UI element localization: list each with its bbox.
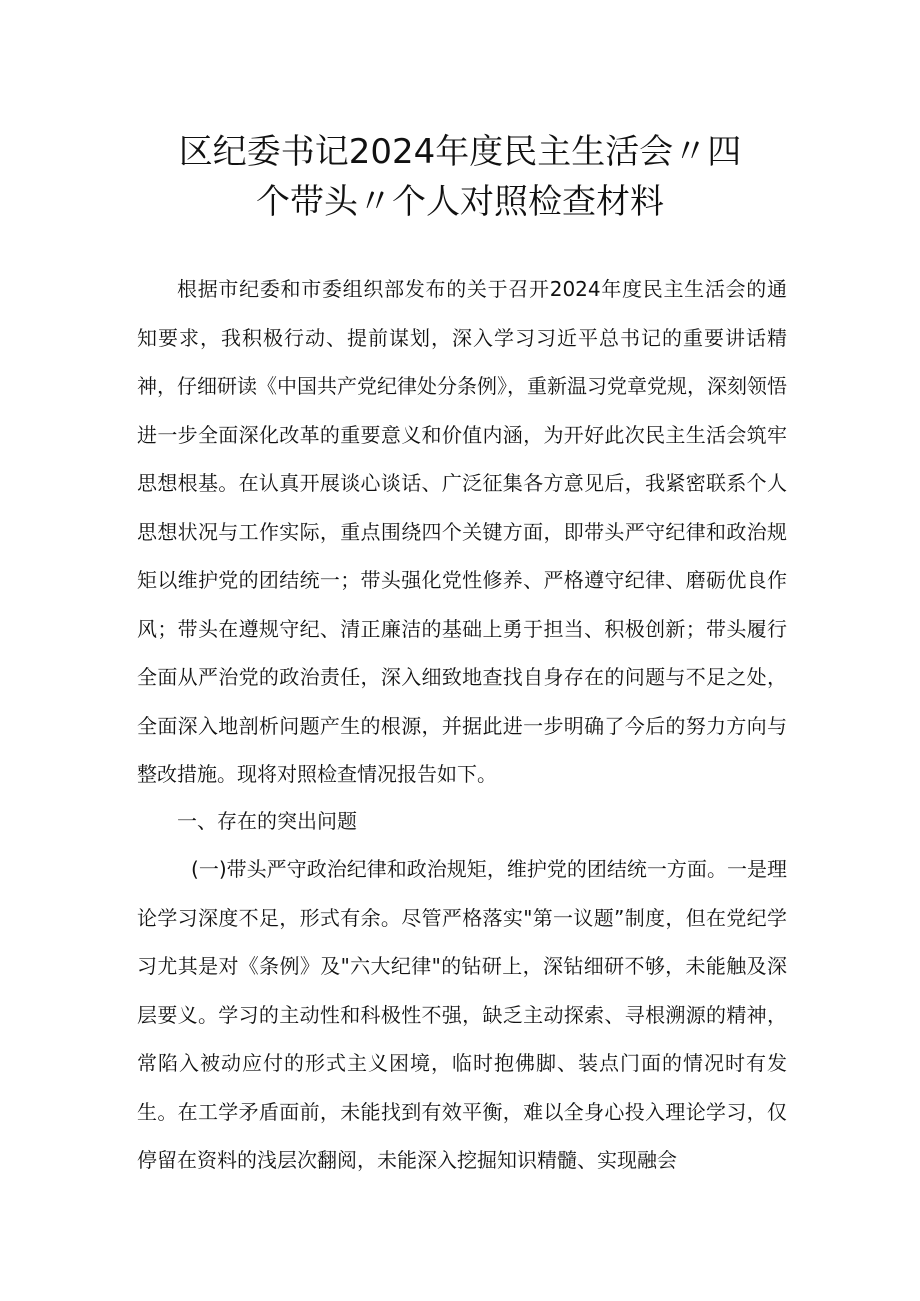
document-title-line-1: 区纪委书记2024年度民主生活会〃四 (178, 132, 742, 172)
intro-paragraph: 根据市纪委和市委组织部发布的关于召开2024年度民主生活会的通知要求，我积极行动、提前谋划，深入学习习近平总书记的重要讲话精神，仔细研读《中国共产党纪律处分条例》，重新温习党章党规，深刻领悟进一步全面深化改革的重要意义和价值内涵，为开好此次民主生活会筑牢思想根基。在认真开展谈心谈话、广泛征集各方意见后，我紧密联系个人思想状况与工作实际，重点围绕四个关键方面，即带头严守纪律和政治规矩以维护党的团结统一；带头强化党性修养、严格遵守纪律、磨砺优良作风；带头在遵规守纪、清正廉洁的基础上勇于担当、积极创新；带头履行全面从严治党的政治责任，深入细致地查找自身存在的问题与不足之处，全面深入地剖析问题产生的根源，并据此进一步明确了今后的努力方向与整改措施。现将对照检查情况报告如下。 (137, 277, 787, 786)
section-heading-problems: 一、存在的突出问题 (177, 809, 357, 833)
document-title-line-2: 个带头〃个人对照检查材料 (256, 182, 664, 222)
subsection-paragraph-political-discipline: (一)带头严守政治纪律和政治规矩，维护党的团结统一方面。一是理论学习深度不足，形式有余。尽管严格落实"第一议题”制度，但在党纪学习尤其是对《条例》及"六大纪律"的钻研上，深钻细研不够，未能触及深层要义。学习的主动性和科极性不强，缺乏主动探索、寻根溯源的精神，常陷入被动应付的形式主义困境，临时抱佛脚、装点门面的情况时有发生。在工学矛盾面前，未能找到有效平衡，难以全身心投入理论学习，仅停留在资料的浅层次翻阅，未能深入挖掘知识精髓、实现融会 (137, 857, 787, 1172)
